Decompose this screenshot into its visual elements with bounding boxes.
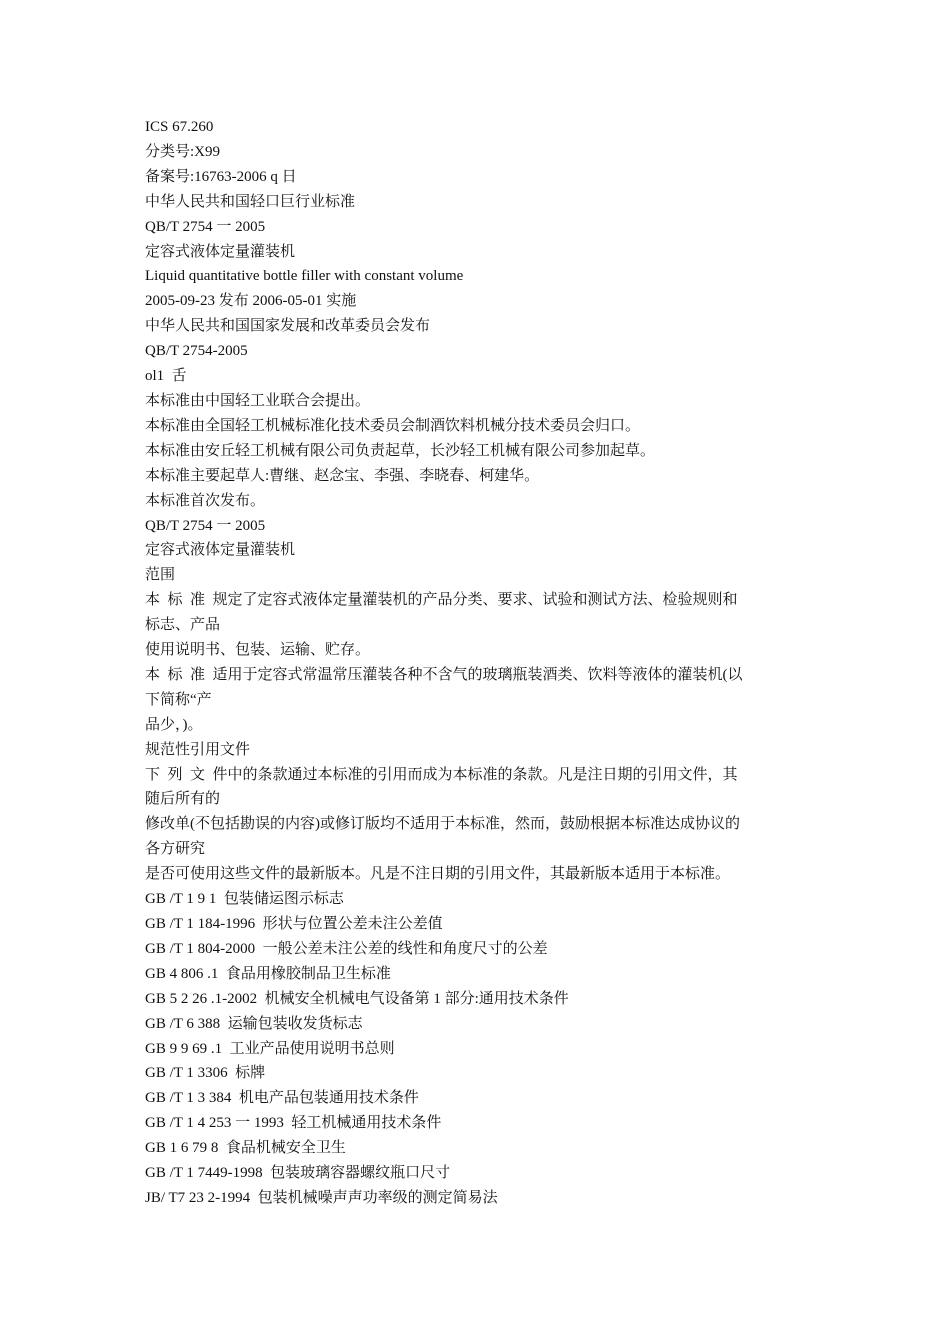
body-text-line: 是否可使用这些文件的最新版本。凡是不注日期的引用文件，其最新版本适用于本标准。 — [145, 866, 731, 883]
body-text-line: 标志、产品 — [145, 617, 221, 634]
issuing-authority: 中华人民共和国国家发展和改革委员会发布 — [145, 318, 431, 335]
section-heading-normative-references: 规范性引用文件 — [145, 741, 251, 758]
body-text-line: 使用说明书、包装、运输、贮存。 — [145, 642, 371, 659]
body-text-line: 品少，)。 — [145, 716, 203, 733]
body-text-line: 下 列 文 件中的条款通过本标准的引用而成为本标准的条款。凡是注日期的引用文件，其 — [145, 766, 738, 783]
body-text-line: 各方研究 — [145, 841, 206, 858]
standard-number: QB/T 2754 一 2005 — [145, 218, 266, 235]
reference-item: GB 4 806 .1 食品用橡胶制品卫生标准 — [145, 965, 391, 982]
standard-number-3: QB/T 2754 一 2005 — [145, 517, 266, 534]
ics-code: ICS 67.260 — [145, 119, 214, 135]
document-page — [145, 115, 815, 1211]
body-text-line: 本 标 准 规定了定容式液体定量灌装机的产品分类、要求、试验和测试方法、检验规则和 — [145, 592, 738, 609]
body-text-line: 本 标 准 适用于定容式常温常压灌装各种不含气的玻璃瓶装酒类、饮料等液体的灌装机(以 — [145, 666, 743, 683]
publish-dates: 2005-09-23 发布 2006-05-01 实施 — [145, 293, 357, 310]
record-number: 备案号:16763-2006 q 日 — [145, 168, 297, 185]
reference-item: JB/ T7 23 2-1994 包装机械噪声声功率级的测定简易法 — [145, 1189, 498, 1206]
standard-title-cn: 定容式液体定量灌装机 — [145, 243, 296, 260]
reference-item: GB /T 1 3 384 机电产品包装通用技术条件 — [145, 1090, 419, 1107]
standard-title-en: Liquid quantitative bottle filler with constant volume — [145, 268, 464, 285]
reference-item: GB /T 1 9 1 包装储运图示标志 — [145, 891, 344, 908]
reference-item: GB /T 1 4 253 一 1993 轻工机械通用技术条件 — [145, 1115, 442, 1132]
reference-item: GB 9 9 69 .1 工业产品使用说明书总则 — [145, 1040, 395, 1057]
reference-item: GB /T 1 804-2000 一般公差未注公差的线性和角度尺寸的公差 — [145, 940, 548, 957]
section-heading-scope: 范围 — [145, 567, 176, 584]
reference-item: GB 1 6 79 8 食品机械安全卫生 — [145, 1140, 346, 1157]
industry-standard-title: 中华人民共和国轻口巨行业标准 — [145, 193, 356, 210]
foreword-line: 本标准由全国轻工机械标准化技术委员会制酒饮料机械分技术委员会归口。 — [145, 417, 641, 434]
reference-item: GB /T 6 388 运输包装收发货标志 — [145, 1015, 363, 1032]
body-text-line: 修改单(不包括勘误的内容)或修订版均不适用于本标准，然而，鼓励根据本标准达成协议的 — [145, 816, 740, 833]
foreword-line: 本标准首次发布。 — [145, 492, 266, 509]
classification-number: 分类号:X99 — [145, 143, 221, 160]
foreword-line: 本标准主要起草人:曹继、赵念宝、李强、李晓春、柯建华。 — [145, 467, 540, 484]
reference-item: GB /T 1 3306 标牌 — [145, 1065, 266, 1082]
foreword-line: 本标准由中国轻工业联合会提出。 — [145, 392, 371, 409]
body-text-line: 随后所有的 — [145, 791, 221, 808]
reference-item: GB /T 1 184-1996 形状与位置公差未注公差值 — [145, 916, 443, 932]
standard-number-2: QB/T 2754-2005 — [145, 343, 248, 360]
body-text-line: 下简称“产 — [145, 691, 212, 708]
reference-item: GB 5 2 26 .1-2002 机械安全机械电气设备第 1 部分:通用技术条件 — [145, 990, 569, 1007]
standard-title-cn-2: 定容式液体定量灌装机 — [145, 542, 296, 559]
foreword-heading: ol1 舌 — [145, 368, 187, 385]
foreword-line: 本标准由安丘轻工机械有限公司负责起草，长沙轻工机械有限公司参加起草。 — [145, 442, 656, 459]
reference-item: GB /T 1 7449-1998 包装玻璃容器螺纹瓶口尺寸 — [145, 1165, 451, 1182]
